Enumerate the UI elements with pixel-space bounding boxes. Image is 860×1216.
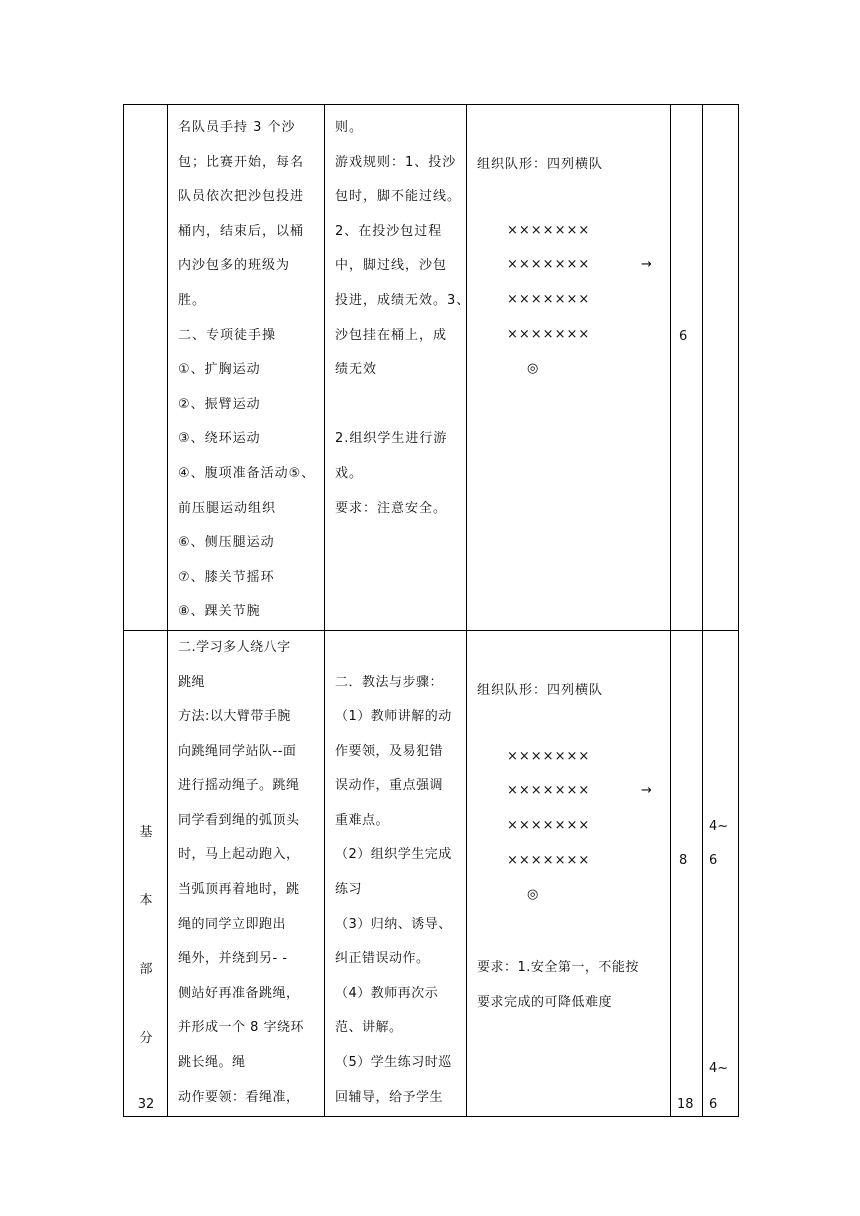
text-line: ④、腹项准备活动⑤、 (178, 465, 316, 481)
table-row-main (124, 630, 739, 1116)
text-line: （3）归纳、诱导、 (335, 916, 452, 932)
content-lines (168, 631, 324, 1115)
text-line: 游戏规则：1、投沙 (335, 154, 457, 170)
section-minutes: 32 (137, 1096, 155, 1112)
method-lines (325, 105, 471, 526)
text-line: 绳外，并绕到另- - (178, 951, 288, 967)
requirement-line: 要求完成的可降低难度 (477, 994, 613, 1010)
content-cell (168, 630, 325, 1116)
count-cell (671, 105, 703, 631)
text-line: 队员依次把沙包投进 (178, 189, 305, 205)
count-value: 18 (677, 1096, 694, 1112)
text-line: 当弧顶再着地时，跳 (178, 882, 300, 898)
text-line: 侧站好再准备跳绳， (178, 985, 300, 1001)
formation-line: ××××××× (507, 257, 591, 272)
formation-line: ××××××× (507, 852, 591, 868)
text-line: （4）教师再次示 (335, 985, 439, 1001)
text-line (335, 388, 466, 423)
text-line: 纠正错误动作。 (335, 951, 430, 967)
time-value: 6 (709, 852, 718, 868)
org-title: 组织队形：四列横队 (477, 157, 604, 172)
section-char: 本 (139, 892, 153, 908)
text-line: 要求：注意安全。 (335, 500, 448, 516)
text-line: 动作要领：看绳准， (178, 1089, 300, 1105)
formation-line: ××××××× (507, 327, 591, 342)
text-line: 作要领，及易犯错 (335, 743, 444, 759)
text-line: 绩无效 (335, 362, 378, 378)
text-line: 二、专项徒手操 (178, 327, 277, 343)
text-line: 方法:以大臂带手腕 (178, 709, 291, 725)
formation-line: ××××××× (507, 292, 591, 307)
teacher-icon: ◎ (527, 361, 540, 376)
formation-line: ××××××× (507, 817, 591, 833)
organization-cell (467, 630, 671, 1116)
text-line: 范、讲解。 (335, 1020, 403, 1036)
formation-line: ××××××× (507, 748, 591, 764)
text-line: （1）教师讲解的动 (335, 709, 452, 725)
text-line: 练习 (335, 882, 363, 898)
teacher-icon: ◎ (527, 886, 540, 902)
arrow-icon: → (641, 782, 653, 798)
text-line: ⑧、踝关节腕 (178, 604, 261, 620)
text-line: 向跳绳同学站队--面 (178, 743, 297, 759)
text-line: 胜。 (178, 292, 207, 308)
section-char: 部 (139, 961, 153, 977)
text-line: 2、在投沙包过程 (335, 223, 443, 239)
time-value: 4~ (709, 1060, 729, 1076)
count-value: 8 (679, 852, 688, 868)
text-line: ①、扩胸运动 (178, 362, 261, 378)
text-line: ③、绕环运动 (178, 431, 261, 447)
text-line: ⑦、膝关节摇环 (178, 569, 275, 585)
text-line: （2）组织学生完成 (335, 847, 452, 863)
text-line: 桶内，结束后，以桶 (178, 223, 305, 239)
table-row-warmup (124, 105, 739, 631)
text-line: 二.学习多人绕八字 (178, 639, 291, 655)
text-line: 投进，成绩无效。3、 (335, 292, 471, 308)
formation-line: ××××××× (507, 223, 591, 238)
text-line: 名队员手持 3 个沙 (178, 120, 296, 135)
text-line: 戏。 (335, 465, 364, 481)
time-value: 6 (709, 1096, 718, 1112)
text-line: 则。 (335, 120, 364, 135)
time-cell (703, 630, 739, 1116)
content-lines (168, 105, 324, 630)
text-line: 时，马上起动跑入， (178, 847, 300, 863)
text-line: 二．教法与步骤： (335, 674, 444, 690)
text-line: 跳长绳。绳 (178, 1055, 246, 1071)
requirement-line: 要求：1.安全第一，不能按 (477, 959, 639, 975)
time-value: 4~ (709, 818, 729, 834)
text-line: 重难点。 (335, 812, 390, 828)
text-line: 跳绳 (178, 674, 206, 690)
count-cell (671, 630, 703, 1116)
text-line: ⑥、侧压腿运动 (178, 535, 275, 551)
text-line: 包时，脚不能过线。 (335, 189, 462, 205)
lesson-plan-table (123, 104, 739, 1117)
organization-cell (467, 105, 671, 631)
text-line: 沙包挂在桶上，成 (335, 327, 448, 343)
text-line: 内沙包多的班级为 (178, 258, 291, 274)
arrow-icon: → (641, 257, 653, 272)
text-line: ②、振臂运动 (178, 396, 261, 412)
text-line: 并形成一个 8 字绕环 (178, 1020, 305, 1036)
method-cell (325, 105, 471, 631)
text-line: 中，脚过线，沙包 (335, 258, 448, 274)
text-line: 同学看到绳的弧顶头 (178, 812, 300, 828)
org-title: 组织队形：四列横队 (477, 682, 604, 698)
section-cell (124, 630, 168, 1116)
content-cell (168, 105, 325, 631)
text-line: 前压腿运动组织 (178, 500, 277, 516)
text-line: 回辅导，给予学生 (335, 1089, 444, 1105)
method-lines (325, 631, 466, 1115)
section-char: 基 (139, 824, 153, 840)
text-line: 误动作，重点强调 (335, 778, 444, 794)
text-line: 绳的同学立即跑出 (178, 916, 287, 932)
section-char: 分 (139, 1030, 153, 1046)
section-cell-empty (124, 105, 168, 631)
text-line: 2.组织学生进行游 (335, 431, 448, 447)
method-cell (325, 630, 467, 1116)
formation-line: ××××××× (507, 782, 591, 798)
text-line (335, 631, 466, 666)
text-line: 进行摇动绳子。跳绳 (178, 778, 300, 794)
text-line: （5）学生练习时巡 (335, 1055, 452, 1071)
count-value: 6 (679, 329, 688, 344)
text-line: 包；比赛开始，每名 (178, 154, 305, 170)
time-cell (703, 105, 739, 631)
